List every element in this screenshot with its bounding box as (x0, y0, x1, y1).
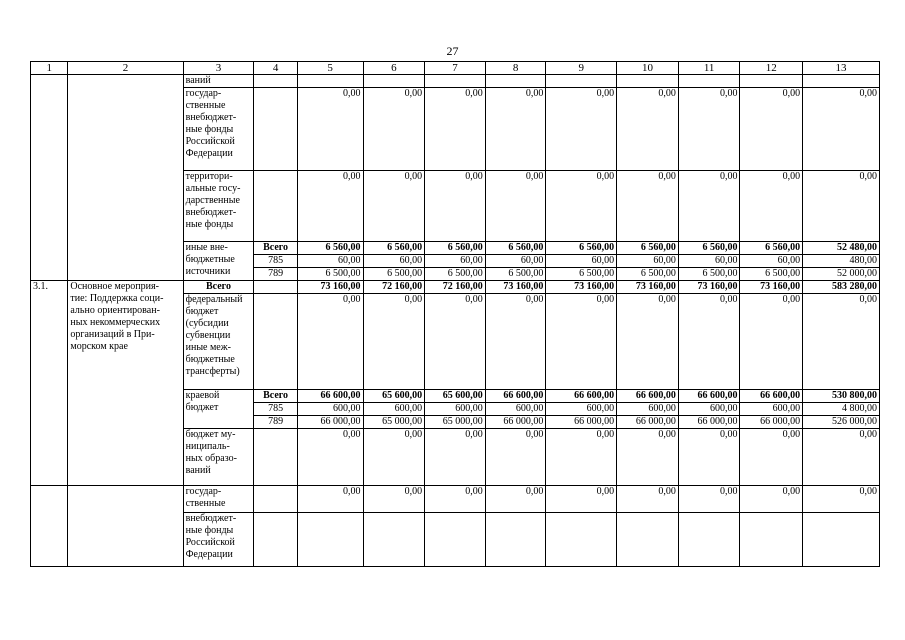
page-number: 27 (446, 44, 459, 58)
value-cell: 66 600,00 (546, 390, 617, 403)
value-cell: 0,00 (546, 88, 617, 171)
value-cell: 0,00 (485, 294, 546, 390)
column-header: 5 (297, 62, 363, 75)
value-cell: 66 600,00 (678, 390, 740, 403)
value-cell: 0,00 (678, 171, 740, 242)
value-cell: 0,00 (546, 429, 617, 486)
value-cell: 0,00 (740, 171, 803, 242)
code-cell: 789 (254, 416, 297, 429)
column-header: 11 (678, 62, 740, 75)
table-row (31, 486, 880, 513)
value-cell (363, 513, 425, 567)
value-cell: 0,00 (425, 171, 486, 242)
value-cell: 0,00 (297, 294, 363, 390)
value-cell: 52 000,00 (803, 268, 880, 281)
column-header: 7 (425, 62, 486, 75)
value-cell: 0,00 (297, 171, 363, 242)
value-cell (297, 75, 363, 88)
item-number-cell: 3.1. (31, 281, 68, 486)
funding-source-cell: иные вне- бюджетные источники (183, 242, 254, 281)
value-cell: 65 000,00 (363, 416, 425, 429)
value-cell: 600,00 (425, 403, 486, 416)
code-cell: Всего (254, 390, 297, 403)
column-header: 12 (740, 62, 803, 75)
value-cell: 0,00 (803, 171, 880, 242)
item-number-cell (31, 75, 68, 281)
value-cell: 66 000,00 (297, 416, 363, 429)
code-cell (254, 75, 297, 88)
funding-source-cell: территори- альные госу- дарственные внебюджет- ные фонды (183, 171, 254, 242)
value-cell (740, 513, 803, 567)
table-row (31, 75, 880, 88)
value-cell (678, 75, 740, 88)
item-name-cell (68, 486, 183, 567)
budget-table (30, 61, 880, 567)
value-cell: 60,00 (297, 255, 363, 268)
value-cell: 73 160,00 (485, 281, 546, 294)
code-cell (254, 281, 297, 294)
column-header: 9 (546, 62, 617, 75)
value-cell (546, 75, 617, 88)
value-cell: 66 000,00 (546, 416, 617, 429)
value-cell: 66 600,00 (297, 390, 363, 403)
value-cell: 65 000,00 (425, 416, 486, 429)
column-header: 6 (363, 62, 425, 75)
column-header: 1 (31, 62, 68, 75)
value-cell: 0,00 (485, 486, 546, 513)
value-cell: 0,00 (425, 429, 486, 486)
value-cell: 0,00 (425, 294, 486, 390)
column-header: 3 (183, 62, 254, 75)
value-cell: 6 560,00 (546, 242, 617, 255)
item-name-cell (68, 75, 183, 281)
value-cell (425, 75, 486, 88)
value-cell: 52 480,00 (803, 242, 880, 255)
value-cell: 60,00 (363, 255, 425, 268)
value-cell: 6 560,00 (363, 242, 425, 255)
value-cell: 0,00 (740, 88, 803, 171)
value-cell: 0,00 (297, 88, 363, 171)
value-cell: 600,00 (485, 403, 546, 416)
value-cell: 0,00 (485, 171, 546, 242)
value-cell: 6 560,00 (740, 242, 803, 255)
funding-source-cell: бюджет му- ниципаль- ных образо- ваний (183, 429, 254, 486)
value-cell: 60,00 (678, 255, 740, 268)
value-cell: 0,00 (740, 294, 803, 390)
value-cell: 0,00 (363, 294, 425, 390)
column-header: 10 (617, 62, 679, 75)
value-cell (740, 75, 803, 88)
table-row (31, 281, 880, 294)
value-cell: 6 500,00 (297, 268, 363, 281)
value-cell: 0,00 (678, 429, 740, 486)
value-cell (617, 513, 679, 567)
value-cell: 0,00 (425, 486, 486, 513)
value-cell: 73 160,00 (740, 281, 803, 294)
value-cell: 60,00 (425, 255, 486, 268)
value-cell: 0,00 (363, 486, 425, 513)
value-cell: 60,00 (740, 255, 803, 268)
value-cell: 60,00 (485, 255, 546, 268)
column-header: 4 (254, 62, 297, 75)
value-cell: 526 000,00 (803, 416, 880, 429)
value-cell: 0,00 (546, 486, 617, 513)
value-cell: 0,00 (617, 294, 679, 390)
value-cell: 0,00 (363, 88, 425, 171)
funding-source-cell: Всего (183, 281, 254, 294)
value-cell (546, 513, 617, 567)
code-cell: Всего (254, 242, 297, 255)
value-cell: 600,00 (363, 403, 425, 416)
value-cell (485, 513, 546, 567)
value-cell: 66 600,00 (617, 390, 679, 403)
value-cell: 6 560,00 (617, 242, 679, 255)
value-cell: 72 160,00 (363, 281, 425, 294)
column-header: 8 (485, 62, 546, 75)
value-cell: 0,00 (678, 486, 740, 513)
value-cell: 60,00 (617, 255, 679, 268)
value-cell: 0,00 (740, 486, 803, 513)
value-cell (297, 513, 363, 567)
value-cell: 65 600,00 (363, 390, 425, 403)
value-cell: 0,00 (678, 88, 740, 171)
value-cell: 6 500,00 (678, 268, 740, 281)
value-cell: 480,00 (803, 255, 880, 268)
value-cell: 0,00 (740, 429, 803, 486)
value-cell (363, 75, 425, 88)
funding-source-cell: государ- ственные (183, 486, 254, 513)
value-cell: 6 500,00 (740, 268, 803, 281)
value-cell: 6 500,00 (485, 268, 546, 281)
value-cell: 6 560,00 (425, 242, 486, 255)
code-cell: 785 (254, 403, 297, 416)
value-cell: 0,00 (485, 429, 546, 486)
value-cell: 0,00 (363, 171, 425, 242)
value-cell: 583 280,00 (803, 281, 880, 294)
value-cell: 0,00 (803, 429, 880, 486)
value-cell: 66 000,00 (740, 416, 803, 429)
funding-source-cell: федеральный бюджет (субсидии субвенции иные меж- бюджетные трансферты) (183, 294, 254, 390)
value-cell: 73 160,00 (678, 281, 740, 294)
value-cell: 600,00 (617, 403, 679, 416)
value-cell: 0,00 (363, 429, 425, 486)
code-cell: 789 (254, 268, 297, 281)
value-cell: 6 500,00 (363, 268, 425, 281)
value-cell (425, 513, 486, 567)
value-cell: 0,00 (617, 429, 679, 486)
value-cell: 0,00 (803, 486, 880, 513)
value-cell (485, 75, 546, 88)
value-cell: 60,00 (546, 255, 617, 268)
value-cell (803, 75, 880, 88)
value-cell: 0,00 (297, 486, 363, 513)
value-cell: 6 560,00 (485, 242, 546, 255)
value-cell (678, 513, 740, 567)
value-cell: 530 800,00 (803, 390, 880, 403)
value-cell: 4 800,00 (803, 403, 880, 416)
value-cell: 600,00 (297, 403, 363, 416)
code-cell: 785 (254, 255, 297, 268)
value-cell: 0,00 (297, 429, 363, 486)
value-cell: 0,00 (546, 171, 617, 242)
value-cell (803, 513, 880, 567)
code-cell (254, 429, 297, 486)
column-header: 13 (803, 62, 880, 75)
value-cell: 600,00 (546, 403, 617, 416)
value-cell: 6 560,00 (678, 242, 740, 255)
value-cell: 0,00 (803, 294, 880, 390)
value-cell: 0,00 (485, 88, 546, 171)
value-cell: 0,00 (617, 486, 679, 513)
funding-source-cell: краевой бюджет (183, 390, 254, 429)
value-cell: 66 000,00 (485, 416, 546, 429)
value-cell: 6 500,00 (425, 268, 486, 281)
value-cell: 72 160,00 (425, 281, 486, 294)
header-row (31, 62, 880, 75)
value-cell: 6 500,00 (546, 268, 617, 281)
code-cell (254, 294, 297, 390)
value-cell: 0,00 (617, 171, 679, 242)
value-cell: 73 160,00 (546, 281, 617, 294)
value-cell: 66 000,00 (617, 416, 679, 429)
value-cell: 66 600,00 (740, 390, 803, 403)
value-cell (617, 75, 679, 88)
code-cell (254, 171, 297, 242)
code-cell (254, 513, 297, 567)
value-cell: 73 160,00 (617, 281, 679, 294)
value-cell: 0,00 (678, 294, 740, 390)
value-cell: 65 600,00 (425, 390, 486, 403)
value-cell: 0,00 (546, 294, 617, 390)
funding-source-cell: ваний (183, 75, 254, 88)
code-cell (254, 486, 297, 513)
value-cell: 66 600,00 (485, 390, 546, 403)
value-cell: 600,00 (678, 403, 740, 416)
value-cell: 0,00 (803, 88, 880, 171)
item-name-cell: Основное мероприя- тие: Поддержка соци- ально ориентирован- ных некоммерческих организаций в При- морском крае (68, 281, 183, 486)
value-cell: 600,00 (740, 403, 803, 416)
value-cell: 0,00 (425, 88, 486, 171)
value-cell: 0,00 (617, 88, 679, 171)
funding-source-cell: внебюджет- ные фонды Российской Федерации (183, 513, 254, 567)
funding-source-cell: государ- ственные внебюджет- ные фонды Российской Федерации (183, 88, 254, 171)
value-cell: 73 160,00 (297, 281, 363, 294)
value-cell: 6 500,00 (617, 268, 679, 281)
value-cell: 66 000,00 (678, 416, 740, 429)
item-number-cell (31, 486, 68, 567)
column-header: 2 (68, 62, 183, 75)
code-cell (254, 88, 297, 171)
value-cell: 6 560,00 (297, 242, 363, 255)
